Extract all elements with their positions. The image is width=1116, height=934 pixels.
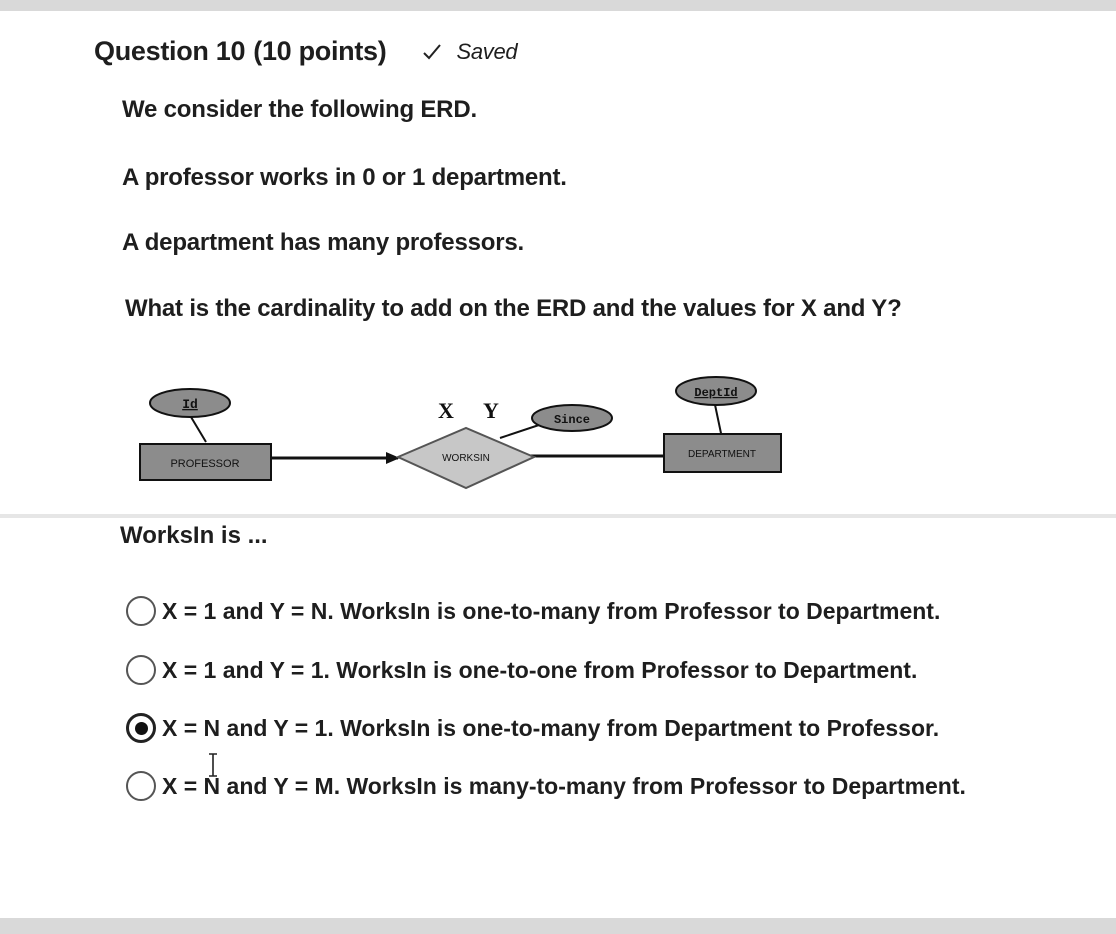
section-divider [0,514,1116,518]
top-border [0,0,1116,11]
checkmark-icon [422,43,442,61]
answer-option-label: X = N and Y = M. WorksIn is many-to-many from Professor to Department. [162,772,966,799]
radio-selected-dot [135,722,148,735]
answer-option-label: X = 1 and Y = N. WorksIn is one-to-many from Professor to Department. [162,597,941,624]
answer-option-4[interactable] [126,771,966,801]
label-x: X [438,398,454,423]
since-attribute-label: Since [553,413,591,427]
body-text-line-1: We consider the following ERD. [122,96,477,123]
answer-option-label: X = N and Y = 1. WorksIn is one-to-many from Department to Professor. [162,714,940,741]
radio-button[interactable] [126,771,156,801]
worksin-relationship-label: WORKSIN [442,453,490,464]
answer-option-2[interactable] [126,655,917,685]
department-entity-label: DEPARTMENT [688,449,756,460]
saved-label: Saved [456,38,518,64]
radio-button-selected[interactable] [126,713,156,743]
question-points: (10 points) [253,36,387,66]
radio-button[interactable] [126,596,156,626]
question-title: Question 10 [94,36,246,66]
answer-prompt: WorksIn is ... [120,522,268,549]
answer-option-1[interactable] [126,596,940,626]
radio-button[interactable] [126,655,156,685]
answer-option-label: X = 1 and Y = 1. WorksIn is one-to-one from Professor to Department. [162,656,918,683]
deptid-attribute-label: DeptId [694,386,738,400]
professor-entity-label: PROFESSOR [170,458,240,470]
answer-option-3[interactable] [126,713,939,743]
id-attribute-label: Id [182,397,198,412]
bottom-border [0,918,1116,934]
body-text-line-3: A department has many professors. [122,229,524,256]
body-text-line-4: What is the cardinality to add on the ERD and the values for X and Y? [125,295,902,322]
question-header [94,36,517,67]
body-text-line-2: A professor works in 0 or 1 department. [122,164,567,191]
text-cursor-icon [206,752,220,778]
label-y: Y [483,398,499,423]
saved-status [422,39,517,65]
erd-diagram [0,370,800,500]
